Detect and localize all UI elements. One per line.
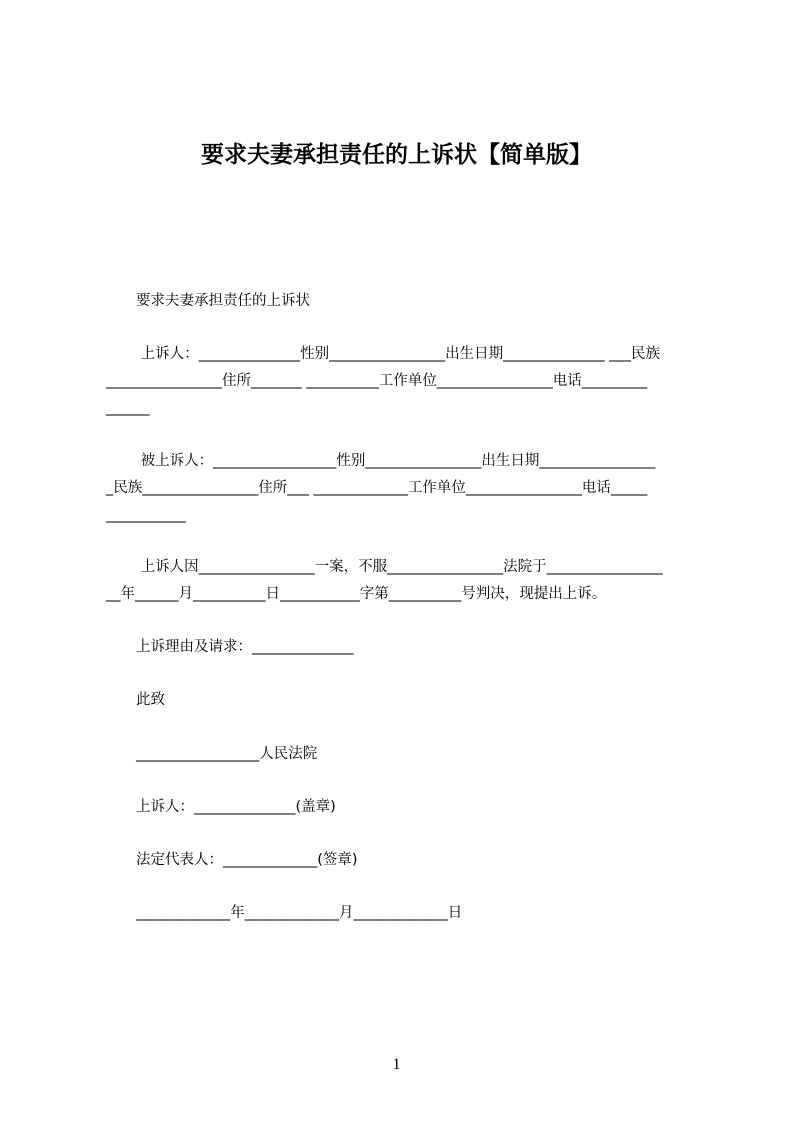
appellant-seal-line: 上诉人：______________(盖章)	[136, 799, 336, 815]
date-line: _____________年_____________月_____________日	[136, 905, 463, 921]
appellee-line-3: ___________	[106, 507, 186, 523]
doc-heading-line: 要求夫妻承担责任的上诉状	[136, 293, 310, 309]
appellee-line-2: _民族________________住所___ _____________工作单位________________电话_____	[106, 480, 648, 496]
appeal-reasons-line: 上诉理由及请求：______________	[136, 639, 354, 655]
legal-representative-line: 法定代表人：_____________(签章)	[136, 852, 358, 868]
page-number: 1	[392, 1056, 401, 1073]
case-line-2: __年______月__________日___________字第__________号判决，现提出上诉。	[106, 586, 607, 602]
case-line-1: 上诉人因________________一案，不服________________法院于________________	[136, 559, 663, 575]
appellant-line-3: ______	[106, 400, 150, 416]
salutation-line: 此致	[136, 692, 165, 708]
document-title: 要求夫妻承担责任的上诉状【简单版】	[201, 142, 592, 168]
court-line: _________________人民法院	[136, 746, 318, 762]
appellee-line-1: 被上诉人：_________________性别________________出生日期________________	[136, 453, 656, 469]
appellant-line-1: 上诉人：______________性别________________出生日期______________ ___民族	[136, 346, 660, 362]
appellant-line-2: ________________住所_______ __________工作单位________________电话_________	[106, 373, 648, 389]
